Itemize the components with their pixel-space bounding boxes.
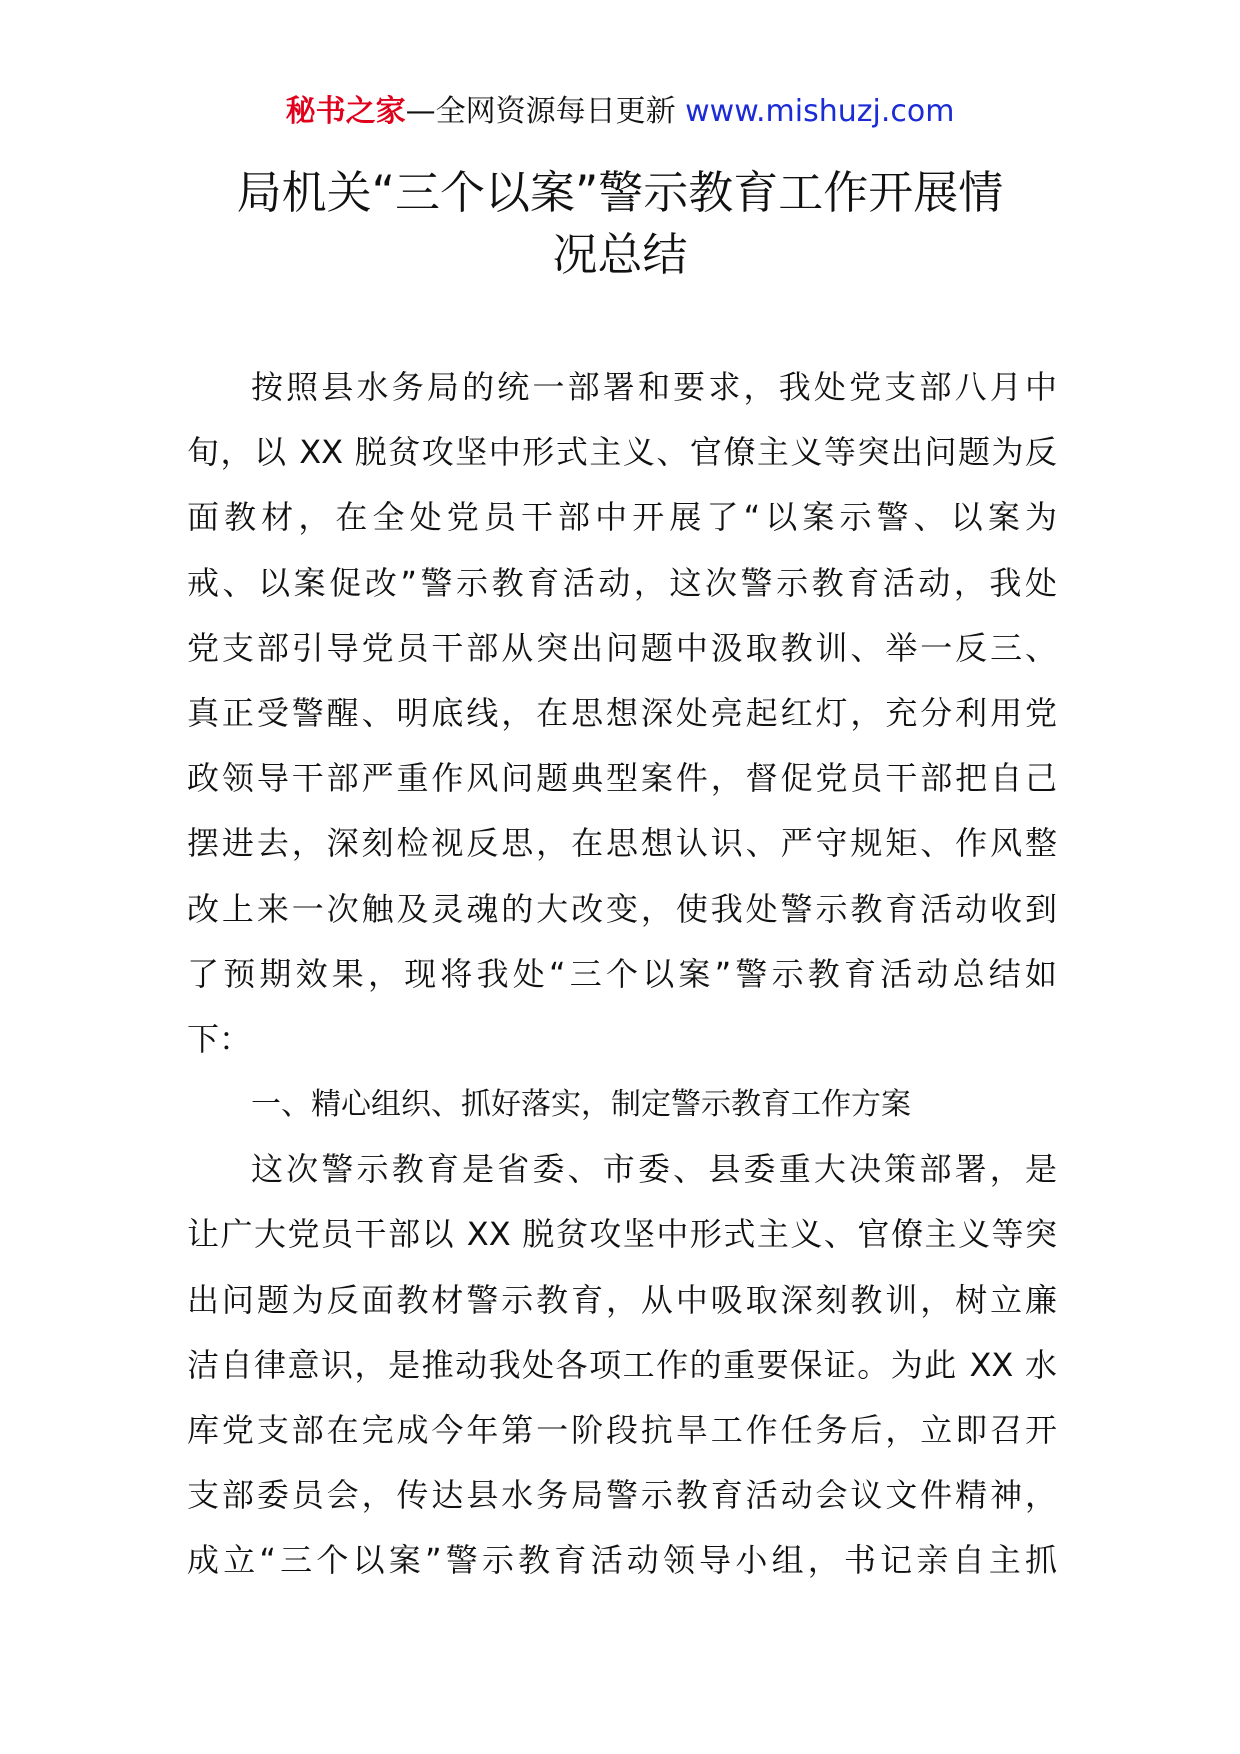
paragraph-line: 戒、以案促改”警示教育活动，这次警示教育活动，我处 [187,563,1057,602]
paragraph-line: 库党支部在完成今年第一阶段抗旱工作任务后，立即召开 [187,1411,1057,1449]
paragraph-line: 了预期效果，现将我处“三个以案”警示教育活动总结如 [187,954,1057,993]
paragraph-line: 摆进去，深刻检视反思，在思想认识、严守规矩、作风整 [187,824,1057,863]
paragraph-line: 按照县水务局的统一部署和要求，我处党支部八月中 [251,368,1057,406]
paragraph-line: 政领导干部严重作风问题典型案件，督促党员干部把自己 [187,759,1057,798]
paragraph-section-1 [187,1137,1057,1593]
paragraph-line: 真正受警醒、明底线，在思想深处亮起红灯，充分利用党 [187,693,1057,732]
paragraph-line: 面教材，在全处党员干部中开展了“以案示警、以案为 [187,498,1057,537]
paragraph-line: 成立“三个以案”警示教育活动领导小组，书记亲自主抓 [187,1541,1057,1580]
paragraph-line: 党支部引导党员干部从突出问题中汲取教训、举一反三、 [187,628,1057,667]
title-line-1: 局机关“三个以案”警示教育工作开展情 [236,166,1004,219]
site-banner [0,92,1240,132]
paragraph-line: 下： [187,1019,252,1058]
section-heading: 一、精心组织、抓好落实，制定警示教育工作方案 [251,1087,911,1123]
document-title [150,162,1090,286]
paragraph-line: 让广大党员干部以 XX 脱贫攻坚中形式主义、官僚主义等突 [187,1215,1057,1254]
paragraph-line: 旬，以 XX 脱贫攻坚中形式主义、官僚主义等突出问题为反 [187,433,1057,472]
paragraph-line: 改上来一次触及灵魂的大改变，使我处警示教育活动收到 [187,889,1057,928]
title-line-2: 况总结 [552,228,688,281]
paragraph-line: 支部委员会，传达县水务局警示教育活动会议文件精神， [187,1476,1057,1515]
document-body [187,355,1057,1594]
paragraph-line: 出问题为反面教材警示教育，从中吸取深刻教训，树立廉 [187,1280,1057,1319]
paragraph-line: 洁自律意识，是推动我处各项工作的重要保证。为此 XX 水 [187,1345,1057,1384]
paragraph-intro [187,355,1057,1072]
paragraph-line: 这次警示教育是省委、市委、县委重大决策部署，是 [251,1150,1057,1189]
banner-tagline: —全网资源每日更新 [405,94,686,129]
brand-name: 秘书之家 [285,94,406,129]
site-url-link[interactable]: www.mishuzj.com [685,94,955,129]
